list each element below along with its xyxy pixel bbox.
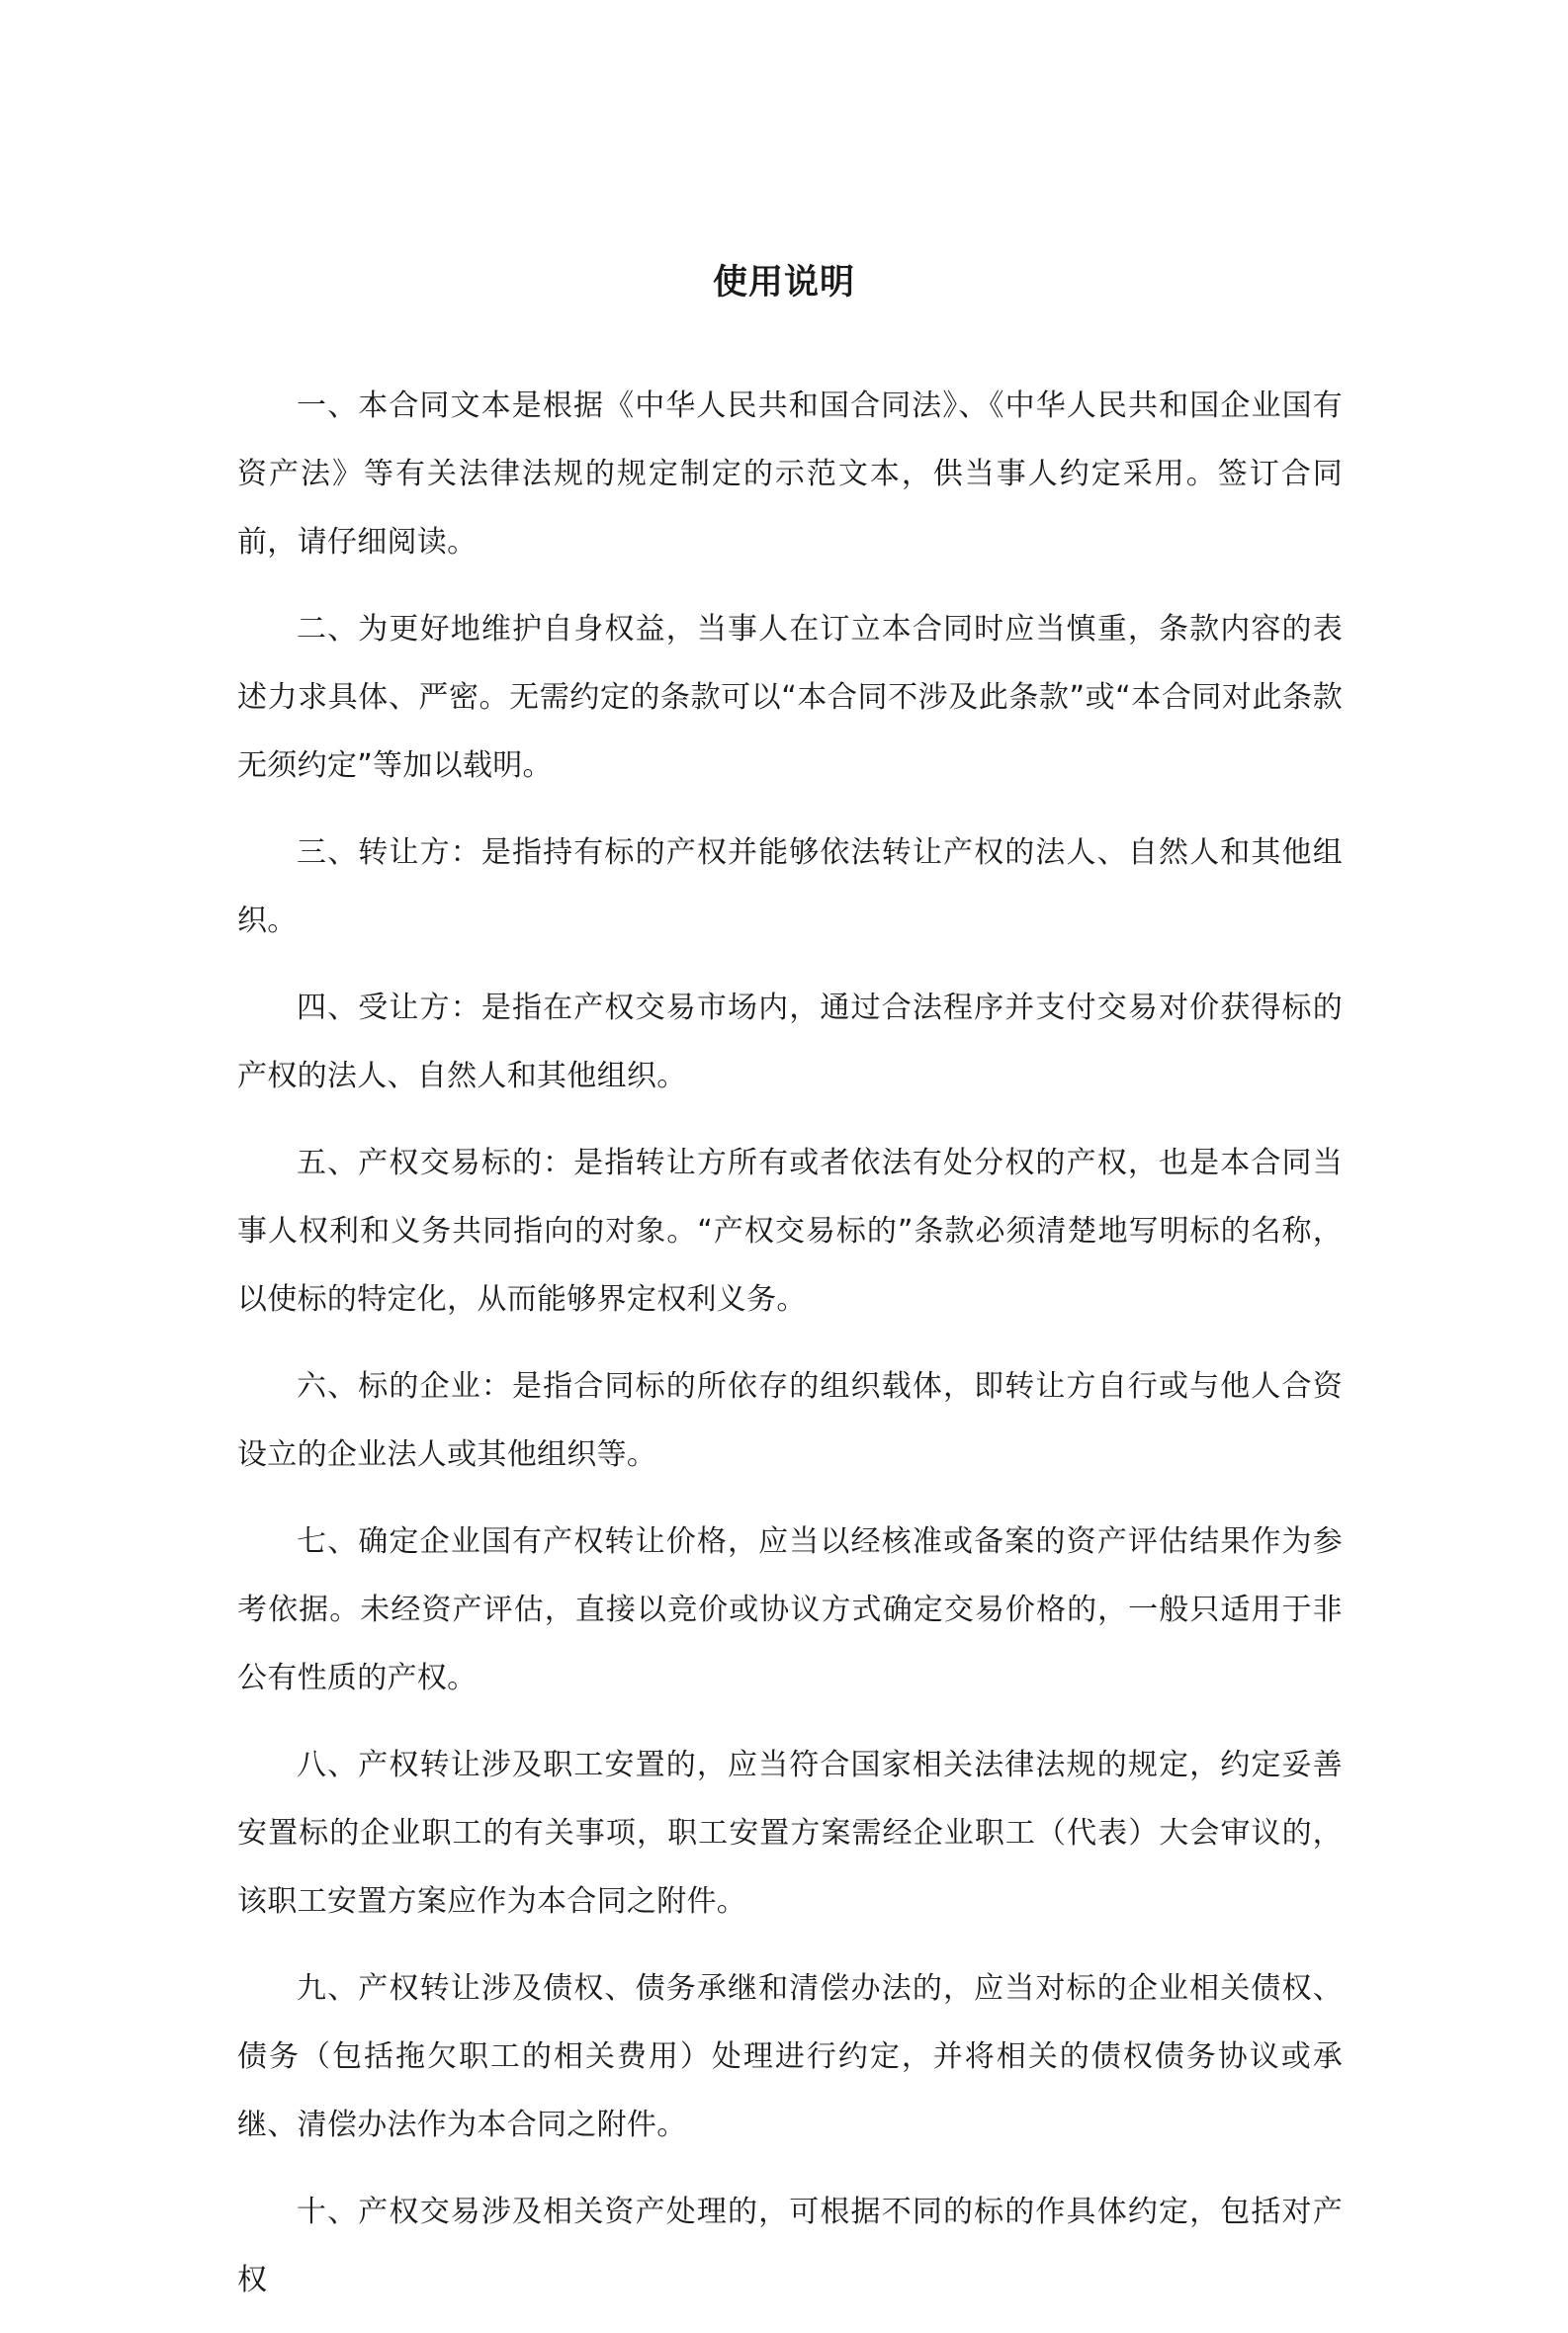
clause-10: 十、产权交易涉及相关资产处理的，可根据不同的标的作具体约定，包括对产权 [237, 2195, 1343, 2297]
document-title: 使用说明 [712, 263, 855, 302]
clause-2: 二、为更好地维护自身权益，当事人在订立本合同时应当慎重，条款内容的表述力求具体、严密。无需约定的条款可以“本合同不涉及此条款”或“本合同对此条款无须约定”等加以载明。 [237, 612, 1343, 783]
clause-8: 八、产权转让涉及职工安置的，应当符合国家相关法律法规的规定，约定妥善安置标的企业职工的有关事项，职工安置方案需经企业职工（代表）大会审议的，该职工安置方案应作为本合同之附件。 [237, 1748, 1343, 1919]
clause-6: 六、标的企业：是指合同标的所依存的组织载体，即转让方自行或与他人合资设立的企业法人或其他组织等。 [237, 1369, 1343, 1472]
clause-9: 九、产权转让涉及债权、债务承继和清偿办法的，应当对标的企业相关债权、债务（包括拖欠职工的相关费用）处理进行约定，并将相关的债权债务协议或承继、清偿办法作为本合同之附件。 [237, 1971, 1343, 2142]
document-body [237, 372, 1343, 2333]
clause-7: 七、确定企业国有产权转让价格，应当以经核准或备案的资产评估结果作为参考依据。未经资产评估，直接以竞价或协议方式确定交易价格的，一般只适用于非公有性质的产权。 [237, 1524, 1343, 1695]
clause-5: 五、产权交易标的：是指转让方所有或者依法有处分权的产权，也是本合同当事人权利和义务共同指向的对象。“产权交易标的”条款必须清楚地写明标的名称，以使标的特定化，从而能够界定权利义务。 [237, 1146, 1343, 1317]
clause-3: 三、转让方：是指持有标的产权并能够依法转让产权的法人、自然人和其他组织。 [237, 835, 1343, 938]
clause-4: 四、受让方：是指在产权交易市场内，通过合法程序并支付交易对价获得标的产权的法人、自然人和其他组织。 [237, 991, 1343, 1093]
clause-1: 一、本合同文本是根据《中华人民共和国合同法》、《中华人民共和国企业国有资产法》等有关法律法规的规定制定的示范文本，供当事人约定采用。签订合同前，请仔细阅读。 [237, 389, 1343, 560]
